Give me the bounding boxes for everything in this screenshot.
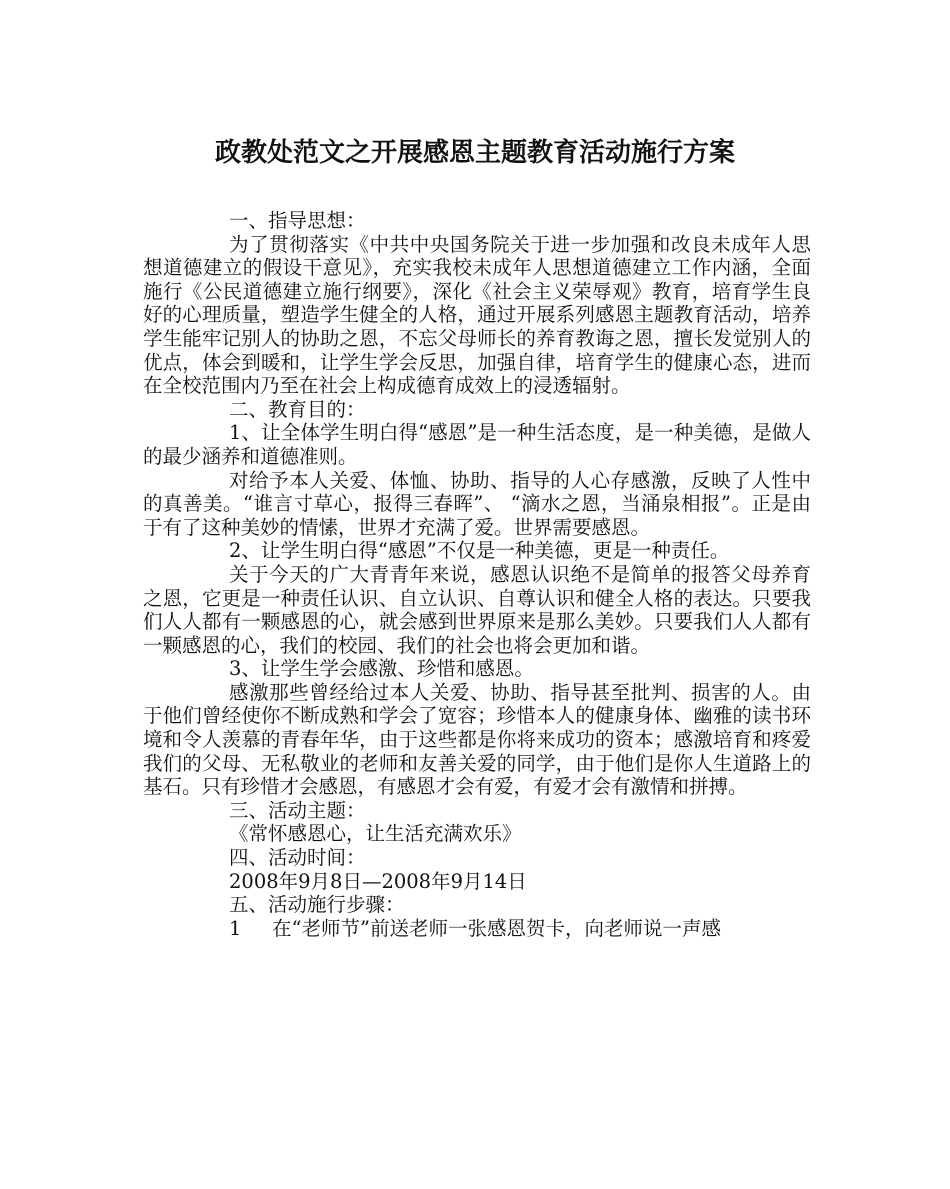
section-heading-activity-time: 四、活动时间： [229,846,366,870]
step-1-number: 1 [229,916,242,940]
goal-1: 1、让全体学生明白得“感恩”是一种生活态度，是一种美德，是做人的最少涵养和道德准则。 [143,421,811,468]
paragraph-goal-3-detail: 感激那些曾经给过本人关爱、协助、指导甚至批判、损害的人。由于他们曾经使你不断成熟和学会了宽容；珍惜本人的健康身体、幽雅的读书环境和令人羡慕的青春年华，由于这些都是你将来成功的资本；感激培育和疼爱我们的父母、无私敬业的老师和友善关爱的同学，由于他们是你人生道路上的基石。只有珍惜才会感恩，有感恩才会有爱，有爱才会有激情和拼搏。 [143,680,811,799]
document-title: 政教处范文之开展感恩主题教育活动施行方案 [214,138,735,168]
section-heading-activity-theme: 三、活动主题： [229,798,366,822]
activity-theme: 《常怀感恩心，让生活充满欢乐》 [229,822,522,846]
activity-time: 2008年9月8日—2008年9月14日 [229,869,527,893]
step-1-text: 在“老师节”前送老师一张感恩贺卡，向老师说一声感 [272,916,721,940]
goal-3: 3、让学生学会感激、珍惜和感恩。 [229,657,534,681]
paragraph-guiding-thought: 为了贯彻落实《中共中央国务院关于进一步加强和改良未成年人思想道德建立的假设干意见》，充实我校未成年人思想道德建立工作内涵，全面施行《公民道德建立施行纲要》，深化《社会主义荣辱观》教育，培育学生良好的心理质量，塑造学生健全的人格，通过开展系列感恩主题教育活动，培养学生能牢记别人的协助之恩，不忘父母师长的养育教诲之恩，擅长发觉别人的优点，体会到暖和，让学生学会反思，加强自律，培育学生的健康心态，进而在全校范围内乃至在社会上构成德育成效上的浸透辐射。 [143,232,811,398]
section-heading-implementation-steps: 五、活动施行步骤： [229,893,405,917]
document-body [143,209,811,940]
paragraph-goal-2-detail: 关于今天的广大青青年来说，感恩认识绝不是简单的报答父母养育之恩，它更是一种责任认识、自立认识、自尊认识和健全人格的表达。只要我们人人都有一颗感恩的心，就会感到世界原来是那么美妙。只要我们人人都有一颗感恩的心，我们的校园、我们的社会也将会更加和谐。 [143,562,811,657]
goal-2: 2、让学生明白得“感恩”不仅是一种美德，更是一种责任。 [229,539,730,563]
section-heading-guiding-thought: 一、指导思想： [229,209,366,232]
step-1 [143,917,811,941]
section-heading-education-goals: 二、教育目的： [229,397,366,421]
paragraph-goal-1-detail: 对给予本人关爱、体恤、协助、指导的人心存感激，反映了人性中的真善美。“谁言寸草心，报得三春晖”、 “滴水之恩，当涌泉相报”。正是由于有了这种美妙的情愫，世界才充满了爱。世界需要感恩。 [143,468,811,539]
